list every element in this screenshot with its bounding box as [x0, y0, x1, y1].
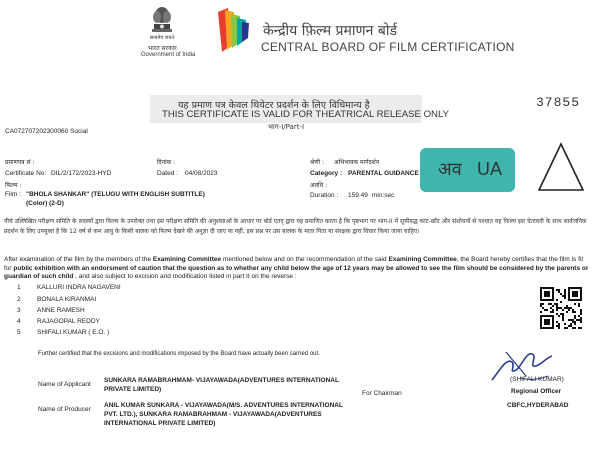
film-label-hindi: फिल्म : — [5, 182, 22, 189]
qr-code — [540, 287, 582, 329]
signatory-title: Regional Officer — [511, 388, 562, 395]
committee-member: SHIFALI KUMAR ( E.O. ) — [37, 329, 110, 336]
date-label: Dated : — [157, 170, 178, 177]
category-label-hindi: श्रेणी : — [310, 159, 325, 166]
duration-label: Duration : — [310, 192, 339, 199]
category-label: Category : — [310, 170, 343, 177]
committee-member: BONALA KIRANMAI — [37, 296, 97, 303]
committee-num: 4 — [17, 318, 21, 325]
part-label: भाग-I/Part-I — [268, 123, 305, 131]
category-value-hindi: अभिभावक मार्गदर्शन — [334, 159, 380, 166]
duration-unit: min:sec — [372, 192, 395, 199]
further-certification-text: Further certified that the excisions and modifications imposed by the Board have actually been carried out. — [38, 351, 320, 357]
gov-hindi: भारत सरकार — [148, 45, 177, 52]
validity-hindi: यह प्रमाण पत्र केवल थियेटर प्रदर्शन के लिए विधिमान्य है — [178, 100, 370, 111]
applicant-name-line1: SUNKARA RAMABRAHMAM- VIJAYAWADA(ADVENTURES INTERNATIONAL — [104, 377, 339, 384]
triangle-icon — [537, 142, 585, 192]
duration-unit-hindi — [310, 183, 312, 184]
applicant-name-line2: PRIVATE LIMITED) — [104, 386, 162, 393]
certificate-label-hindi: प्रमाणपत्र सं : — [5, 159, 35, 166]
cert-text-part4: , and also subject to excision and modification listed in part II on the reverse : — [73, 273, 297, 281]
cbfc-logo-icon — [216, 6, 250, 54]
state-emblem — [147, 6, 177, 40]
cert-text-bold2: Examining Committee — [388, 256, 457, 263]
ua-rating-badge — [420, 148, 515, 192]
badge-english: UA — [477, 159, 503, 179]
duration-value: 159.49 — [348, 192, 368, 199]
date-label-hindi: दिनांक : — [157, 159, 176, 166]
signatory-name: (SHIFALI KUMAR) — [510, 376, 564, 383]
validity-english: THIS CERTIFICATE IS VALID FOR THEATRICAL RELEASE ONLY — [162, 109, 449, 120]
cert-text-part2: mentioned below and on the recommendation of the said — [221, 256, 389, 263]
serial-number: 37855 — [536, 95, 581, 110]
film-format: (Color) (2-D) — [26, 200, 64, 207]
certification-text-english — [4, 256, 592, 282]
committee-num: 3 — [17, 307, 21, 314]
certificate-label: Certificate No: — [5, 170, 47, 177]
cert-text-part1: After examination of the film by the members of the — [4, 256, 153, 263]
committee-num: 1 — [17, 284, 21, 291]
committee-num: 5 — [17, 329, 21, 336]
cert-text-bold3: public exhibition with an endorsment of caution that the question as to whether any child below the age of 12 years may be allowed to see the film should be considered by the parents or guardian of such child — [4, 264, 589, 281]
cert-text-bold1: Examining Committee — [152, 256, 222, 263]
committee-member: ANNE RAMESH — [37, 307, 85, 314]
film-label: Film : — [5, 191, 21, 198]
duration-label-hindi: अवधि : — [310, 182, 328, 189]
certificate-date: 04/08/2023 — [185, 170, 218, 177]
board-name-english: CENTRAL BOARD OF FILM CERTIFICATION — [261, 40, 515, 54]
committee-member: RAJAGOPAL REDDY — [37, 318, 100, 325]
producer-name-line3: INTERNATIONAL PRIVATE LIMITED) — [104, 420, 216, 427]
signatory-office: CBFC,HYDERABAD — [507, 402, 569, 409]
producer-label: Name of Producer — [38, 406, 91, 413]
producer-name-line1: ANIL KUMAR SUNKARA - VIJAYAWADA(M/S. ADVENTURES INTERNATIONAL — [104, 402, 343, 409]
certification-text-hindi: नीचे उल्लिखित परीक्षण समिति के सदस्यों द्वारा फिल्म के उपरोक्त तथा इस परीक्षण समिति की अनुशंसाओं के आधार पर बोर्ड एतद् द्वारा यह प्रमाणित करता है कि पृष्ठभाग पर भाग-II में सूचीबद्ध कांट-छाँट और संशोधनों से पश्चात यह फिल्म इस चेतावनी के साथ सार्वजनिक प्रदर्शन के लिए उपयुक्त है कि 12 वर्ष से कम आयु के किसी बालक को फिल्म देखने की अनुज्ञा दी जाए या नहीं, इस प्रश्न पर उस बालक के माता पिता या संरक्षक द्वारा विचार किया जाना चाहिए। — [4, 218, 587, 235]
for-chairman-label: For Chairman — [362, 390, 402, 397]
committee-num: 2 — [17, 296, 21, 303]
reference-code: CA072707202300060 Social — [5, 128, 88, 135]
cert-text-part3: , the Board hereby certifies that the film is fit for — [4, 256, 584, 272]
badge-hindi: अव — [438, 159, 462, 180]
certificate-number: DIL/2/172/2023-HYD — [51, 170, 112, 177]
category-value: PARENTAL GUIDANCE — [348, 170, 419, 177]
board-name-hindi: केन्द्रीय फ़िल्म प्रमाणन बोर्ड — [263, 23, 397, 39]
film-title: "BHOLA SHANKAR" (TELUGU WITH ENGLISH SUBTITLE) — [26, 191, 205, 198]
committee-member: KALLURI INDRA NAGAVENI — [37, 284, 121, 291]
producer-name-line2: PVT. LTD.), SUNKARA RAMABRAHMAM - VIJAYAWADA(ADVENTURES — [104, 411, 322, 418]
gov-english: Government of India — [141, 52, 196, 58]
applicant-label: Name of Applicant — [38, 381, 91, 388]
svg-text:सत्यमेव जयते: सत्यमेव जयते — [149, 35, 175, 40]
